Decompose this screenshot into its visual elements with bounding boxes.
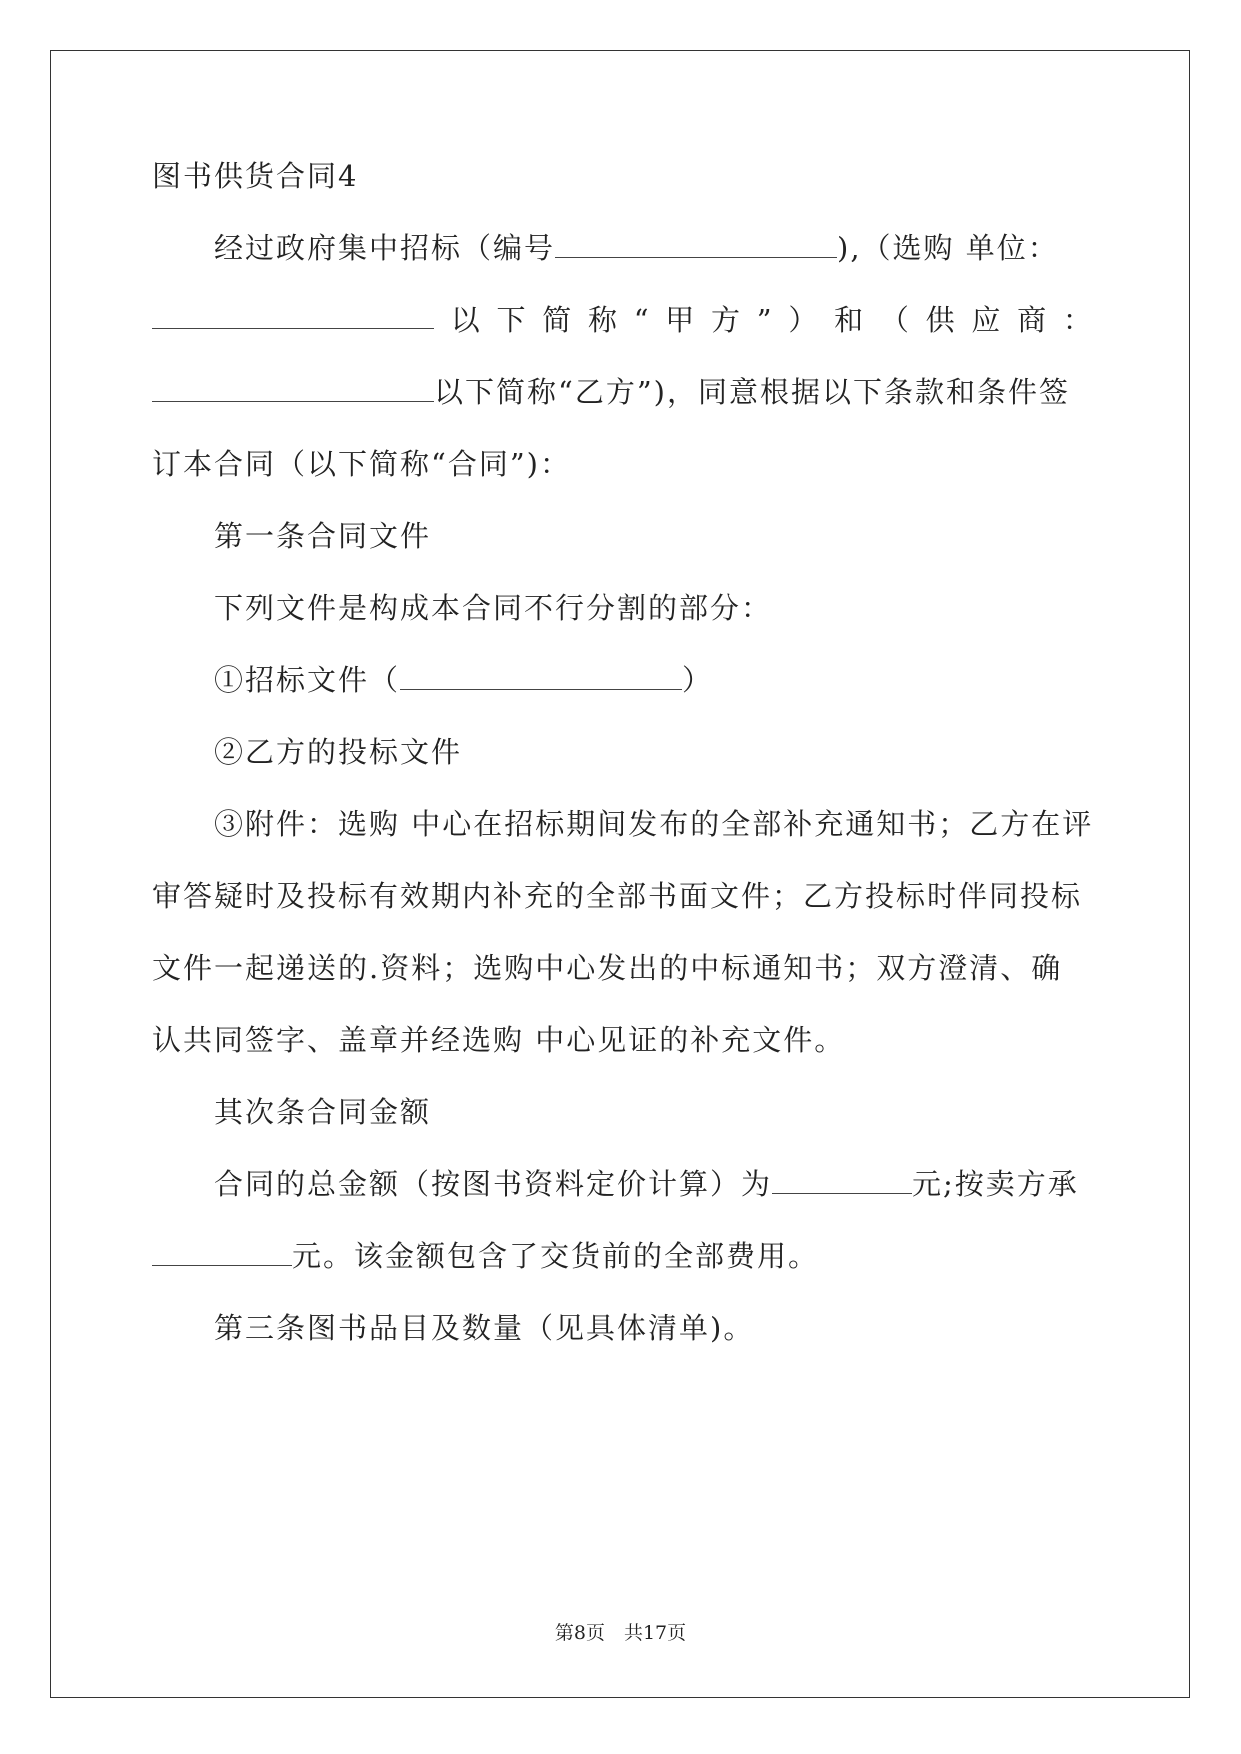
paragraph-line xyxy=(214,228,1092,268)
char: 甲 xyxy=(665,303,695,337)
char: 应 xyxy=(971,303,1001,337)
list-item: ③附件：选购 中心在招标期间发布的全部补充通知书；乙方在评 xyxy=(214,807,1094,841)
char: ） xyxy=(788,303,818,337)
paragraph-line: 认共同签字、盖章并经选购 中心见证的补充文件。 xyxy=(152,1023,846,1057)
list-item: ②乙方的投标文件 xyxy=(214,735,463,769)
paragraph-line-justified xyxy=(152,300,1092,340)
text-segment: 经过政府集中招标（编号 xyxy=(214,231,556,265)
char: 供 xyxy=(925,303,955,337)
paragraph-line: 文件一起递送的.资料；选购中心发出的中标通知书；双方澄清、确 xyxy=(152,951,1063,985)
paragraph-line: 审答疑时及投标有效期内补充的全部书面文件；乙方投标时伴同投标 xyxy=(152,879,1083,913)
char: 和 xyxy=(834,303,864,337)
char: ： xyxy=(1062,303,1092,337)
blank-field xyxy=(772,1165,912,1194)
char: ” xyxy=(756,303,772,337)
page-border xyxy=(50,50,1190,1698)
page-number: 第8页 共17页 xyxy=(554,1622,687,1644)
paragraph-line xyxy=(214,1164,1092,1204)
paragraph-line: 下列文件是构成本合同不行分割的部分： xyxy=(214,591,773,625)
text-segment: 元。该金额包含了交货前的全部费用。 xyxy=(292,1239,820,1273)
text-segment: ①招标文件（ xyxy=(214,663,401,697)
char: 下 xyxy=(496,303,526,337)
blank-field xyxy=(152,1237,292,1266)
char: “ xyxy=(633,303,649,337)
text-segment: 元;按卖方承 xyxy=(912,1167,1079,1201)
article-heading: 其次条合同金额 xyxy=(214,1095,432,1129)
blank-field xyxy=(400,661,682,690)
char: 以 xyxy=(450,303,480,337)
article-heading: 第一条合同文件 xyxy=(214,519,432,553)
paragraph-line xyxy=(152,372,1092,412)
char: 商 xyxy=(1017,303,1047,337)
blank-field xyxy=(555,229,837,258)
blank-field xyxy=(152,300,434,329)
blank-field xyxy=(152,373,434,402)
list-item xyxy=(214,660,1092,700)
text-segment: 以下简称“乙方”)，同意根据以下条款和条件签 xyxy=(434,375,1070,409)
paragraph-line: 订本合同（以下简称“合同”)： xyxy=(152,447,571,481)
paragraph-line xyxy=(152,1236,1092,1276)
char: 简 xyxy=(542,303,572,337)
document-title: 图书供货合同4 xyxy=(152,159,359,193)
char: 方 xyxy=(711,303,741,337)
char: （ xyxy=(879,303,909,337)
article-heading: 第三条图书品目及数量（见具体清单)。 xyxy=(214,1311,755,1345)
text-segment: ),（选购 单位： xyxy=(837,231,1059,265)
text-segment: ） xyxy=(682,663,714,697)
text-segment: 合同的总金额（按图书资料定价计算）为 xyxy=(214,1167,773,1201)
char: 称 xyxy=(587,303,617,337)
